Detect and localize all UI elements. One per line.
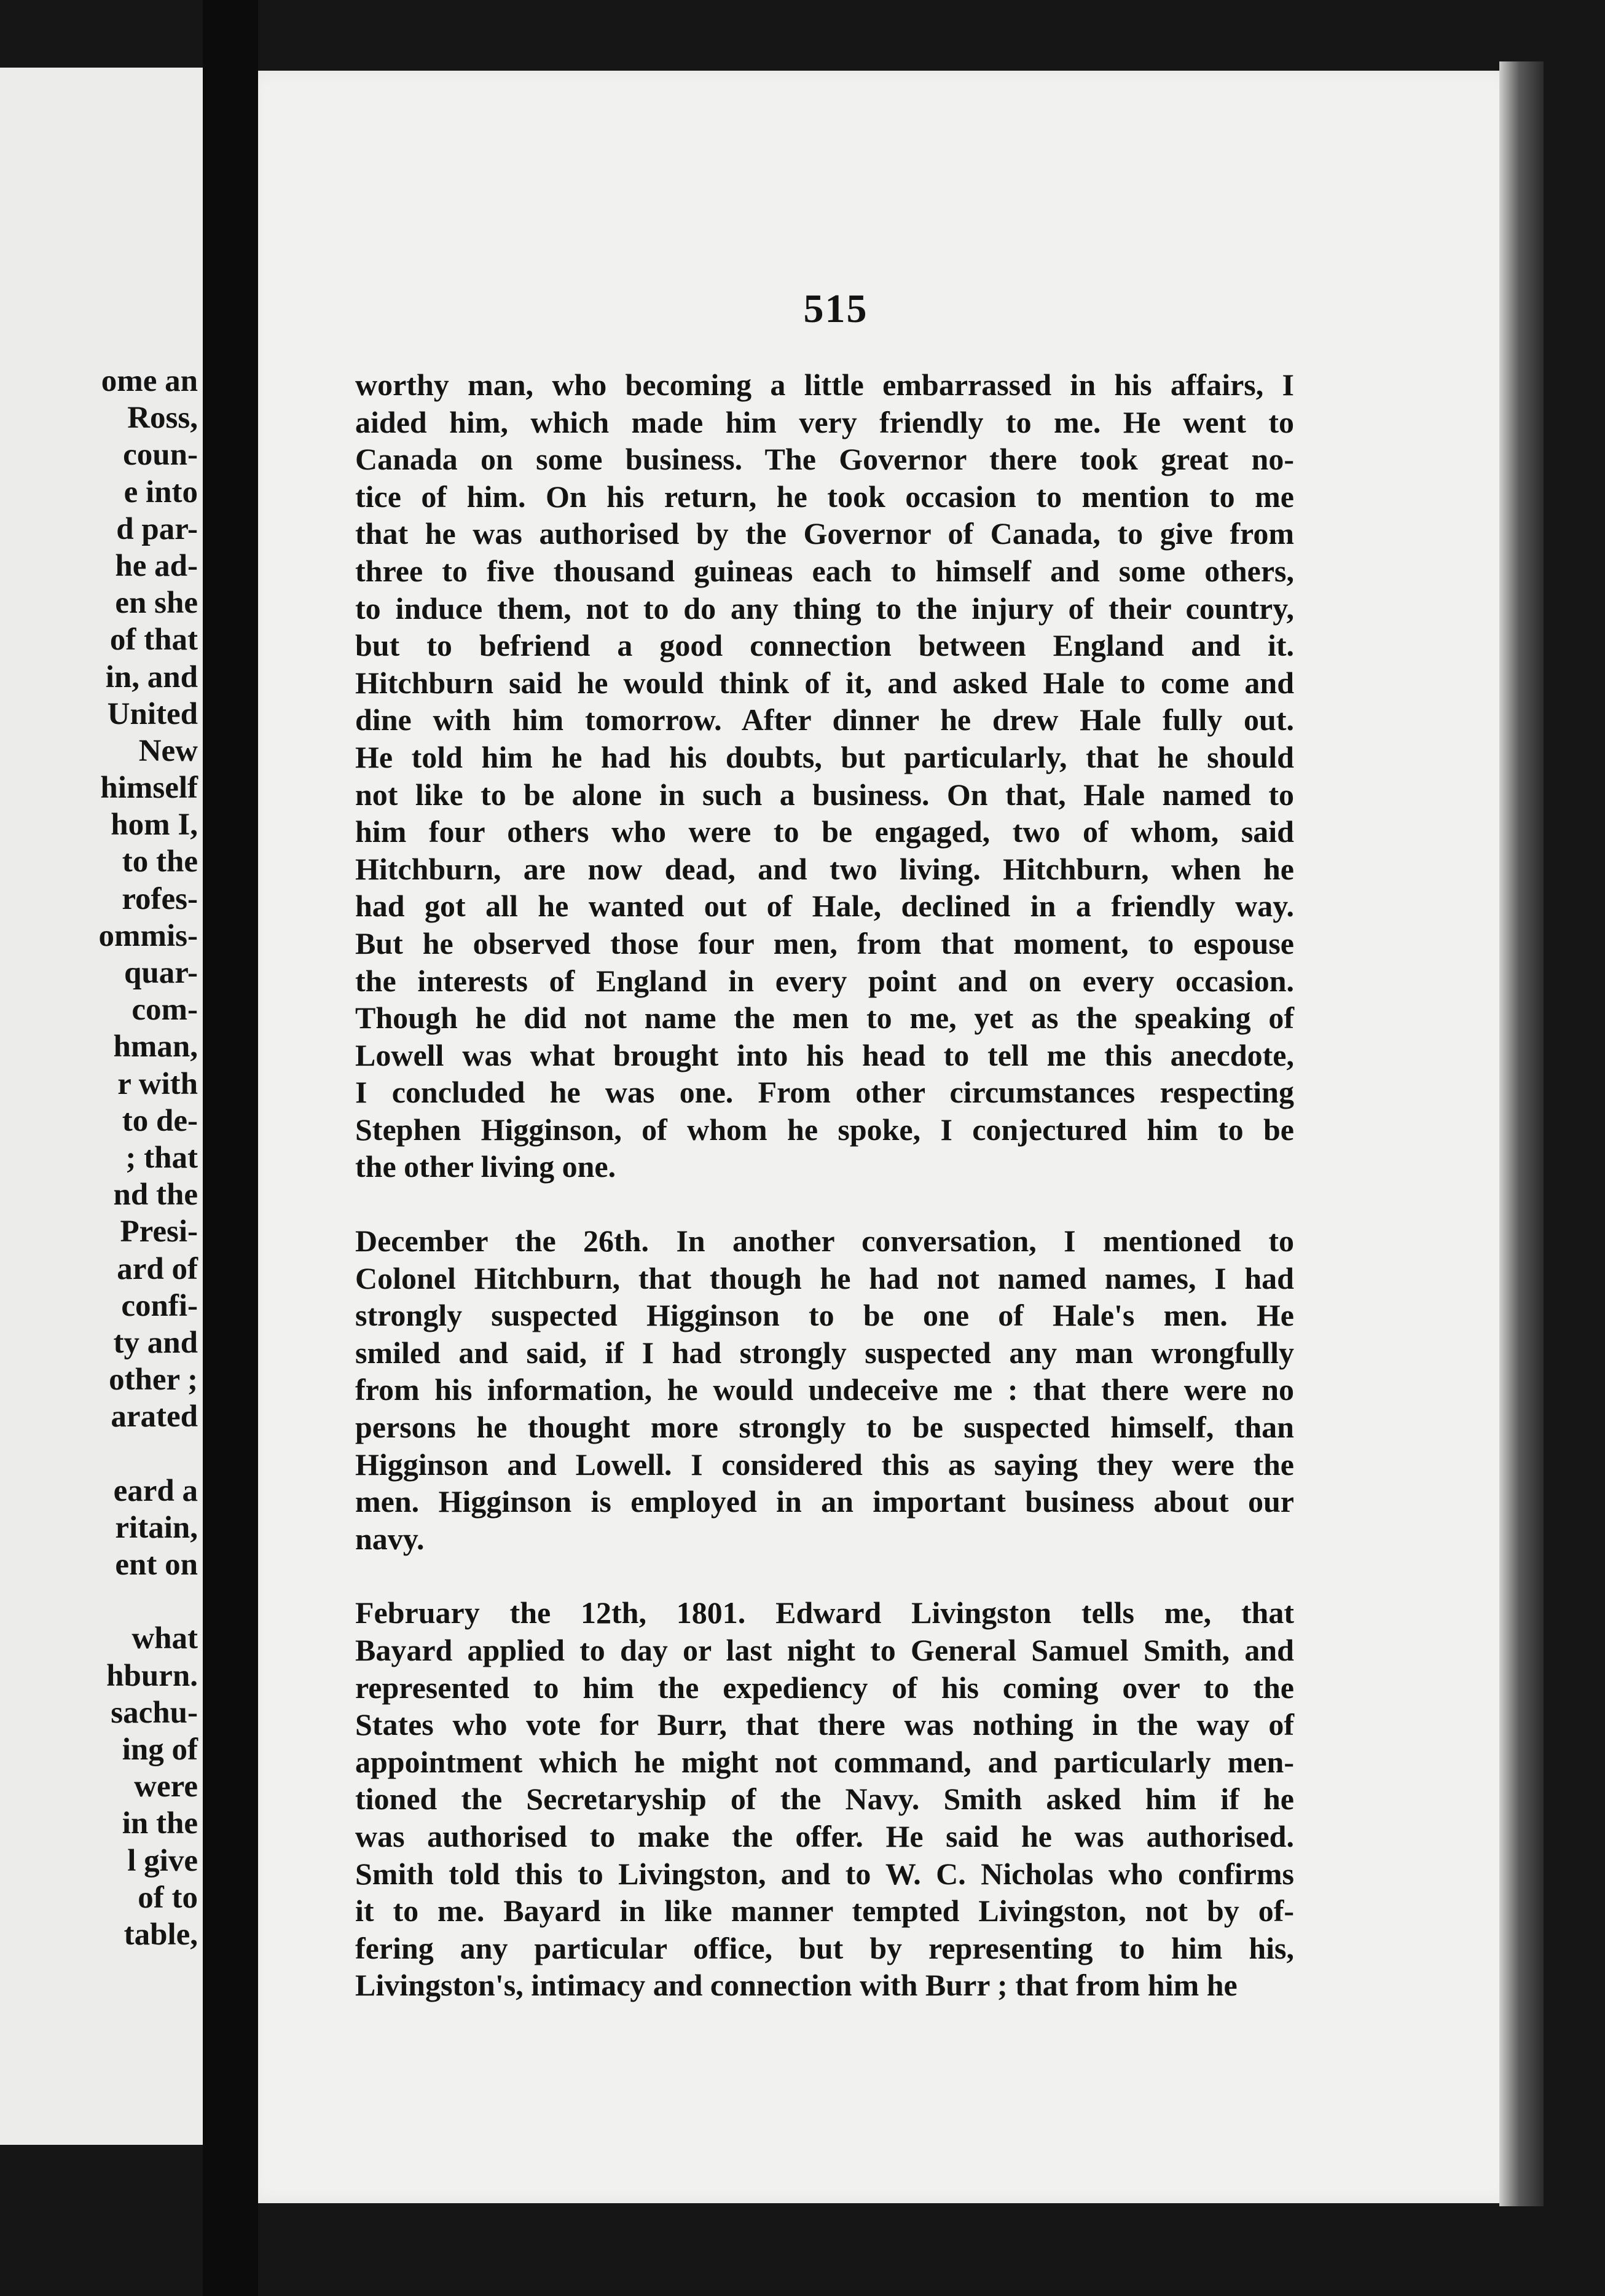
paragraph [355,366,1294,1185]
facing-page-left [0,68,203,2145]
facing-page-line: sachu- [111,1695,198,1730]
text-line: December the 26th. In another conversation, I mentioned to [355,1224,1294,1259]
text-line: dine with him tomorrow. After dinner he drew Hale fully out. [355,702,1294,737]
text-line: aided him, which made him very friendly to me. He went to [355,404,1294,439]
text-line: Livingston's, intimacy and connection with Burr ; that from him he [355,1968,1238,2003]
text-line: not like to be alone in such a business. On that, Hale named to [355,777,1294,812]
facing-page-line: eard a [113,1473,198,1508]
text-line: appointment which he might not command, and particularly men- [355,1744,1294,1779]
page-body-text [355,366,1294,2004]
facing-page-line: ty and [113,1325,198,1360]
text-line: February the 12th, 1801. Edward Livingston tells me, that [355,1595,1294,1630]
text-line: Lowell was what brought into his head to tell me this anecdote, [355,1037,1294,1072]
facing-page-line: of that [109,623,198,658]
paragraph-gap [355,1185,1294,1222]
facing-page-line [99,1435,198,1472]
text-line: three to five thousand guineas each to himself and some others, [355,553,1294,588]
facing-page-line: com- [131,993,198,1028]
facing-page-line: confi- [121,1288,198,1323]
facing-page-line: hburn. [106,1658,198,1693]
facing-page-line: d par- [116,511,198,546]
text-line: Stephen Higginson, of whom he spoke, I conjectured him to be [355,1112,1294,1147]
facing-page-line: table, [124,1917,198,1952]
facing-page-line: hom I, [111,808,198,843]
facing-page-line: ritain, [115,1510,198,1545]
text-line: to induce them, not to do any thing to the injury of their country, [355,591,1294,626]
facing-page-line: coun- [123,438,198,473]
facing-page-line: to de- [122,1103,198,1138]
page-edge-shadow [1499,61,1544,2206]
text-line: men. Higginson is employed in an important business about our [355,1484,1294,1519]
facing-page-line: quar- [124,956,198,990]
facing-page-line: nd the [113,1177,198,1213]
text-line: the other living one. [355,1149,616,1184]
text-line: that he was authorised by the Governor of Canada, to give from [355,516,1294,551]
facing-page-line: ommis- [98,918,198,953]
text-line: the interests of England in every point and on every occasion. [355,963,1294,998]
facing-page-line: hman, [113,1029,198,1064]
text-line: persons he thought more strongly to be suspected himself, than [355,1410,1294,1445]
facing-page-line: Ross, [127,401,198,436]
text-line: I concluded he was one. From other circumstances respecting [355,1075,1294,1110]
facing-page-line: Presi- [120,1214,198,1249]
text-line: Colonel Hitchburn, that though he had not named names, I had [355,1260,1294,1295]
paragraph [355,1594,1294,2004]
text-line: Hitchburn, are now dead, and two living. Hitchburn, when he [355,851,1294,886]
text-line: Canada on some business. The Governor there took great no- [355,442,1294,477]
facing-page-line: himself [100,771,198,806]
text-line: Higginson and Lowell. I considered this as saying they were the [355,1447,1294,1482]
facing-page-line: rofes- [122,881,198,916]
paragraph-gap [355,1557,1294,1594]
facing-page-line: United [107,696,198,731]
text-line: States who vote for Burr, that there was nothing in the way of [355,1707,1294,1742]
facing-page-line: ; that [125,1140,198,1175]
facing-page-line [99,1583,198,1620]
facing-page-line: ent on [115,1547,198,1582]
text-line: represented to him the expediency of his coming over to the [355,1670,1294,1705]
facing-page-line: ard of [117,1251,198,1286]
text-line: was authorised to make the offer. He said he was authorised. [355,1818,1294,1854]
facing-page-line: were [134,1769,198,1804]
text-line: Smith told this to Livingston, and to W. C. Nicholas who confirms [355,1856,1294,1891]
text-line: tice of him. On his return, he took occasion to mention to me [355,479,1294,514]
facing-page-line: e into [124,474,198,509]
text-line: it to me. Bayard in like manner tempted Livingston, not by of- [355,1893,1294,1928]
facing-page-line: ing of [122,1732,198,1767]
text-line: but to befriend a good connection between England and it. [355,628,1294,663]
facing-page-line: other ; [109,1362,198,1398]
text-line: strongly suspected Higginson to be one of Hale's men. He [355,1298,1294,1333]
facing-page-line: l give [127,1843,198,1878]
facing-page-line: en she [115,586,198,621]
text-line: smiled and said, if I had strongly suspected any man wrongfully [355,1335,1294,1370]
text-line: Though he did not name the men to me, yet as the speaking of [355,1001,1294,1036]
facing-page-text-fragments [99,363,198,1953]
text-line: had got all he wanted out of Hale, declined in a friendly way. [355,889,1294,924]
facing-page-line: arated [111,1399,198,1434]
paragraph [355,1222,1294,1557]
facing-page-line: to the [122,844,198,879]
facing-page-line: in, and [105,659,198,694]
book-gutter [203,0,258,2296]
text-line: worthy man, who becoming a little embarrassed in his affairs, I [355,368,1294,402]
page-number: 515 [803,286,868,331]
text-line: from his information, he would undeceive me : that there were no [355,1372,1294,1407]
facing-page-line: he ad- [115,548,198,583]
facing-page-line: r with [117,1066,198,1101]
text-line: Hitchburn said he would think of it, and asked Hale to come and [355,665,1294,700]
facing-page-line: of to [138,1880,198,1915]
text-line: tioned the Secretaryship of the Navy. Smith asked him if he [355,1782,1294,1817]
facing-page-line: what [131,1621,198,1656]
facing-page-line: in the [122,1806,198,1841]
text-line: He told him he had his doubts, but particularly, that he should [355,739,1294,774]
text-line: fering any particular office, but by representing to him his, [355,1930,1294,1965]
text-line: Bayard applied to day or last night to General Samuel Smith, and [355,1633,1294,1667]
text-line: But he observed those four men, from that moment, to espouse [355,926,1294,961]
text-line: navy. [355,1521,425,1556]
text-line: him four others who were to be engaged, two of whom, said [355,814,1294,849]
facing-page-line: New [138,733,198,768]
facing-page-line: ome an [101,364,198,398]
